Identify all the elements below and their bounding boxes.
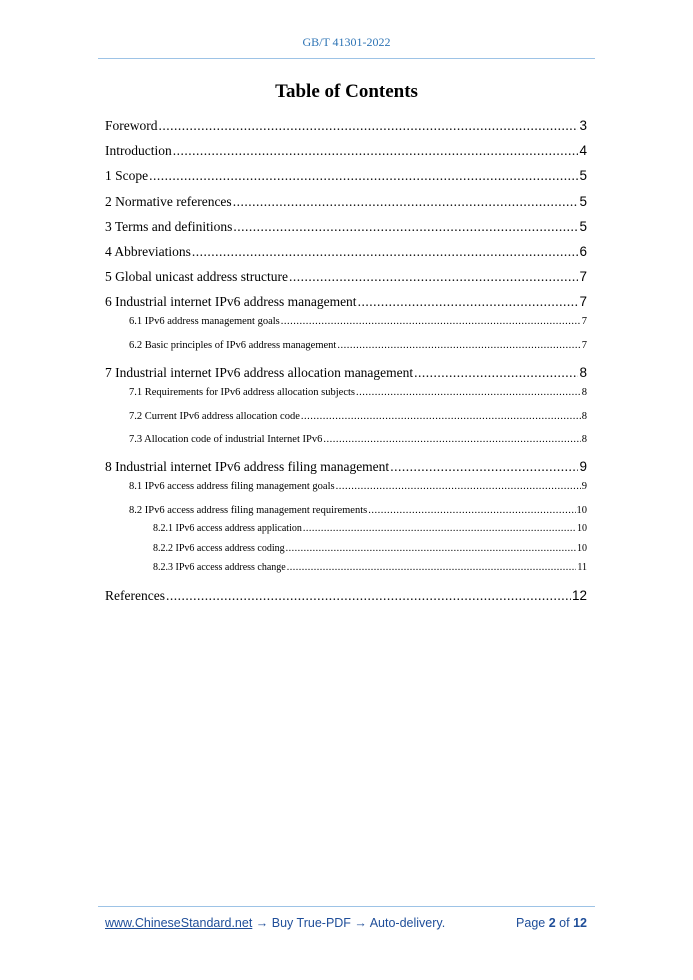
toc-entry-page: 10 <box>577 542 587 554</box>
toc-entry[interactable] <box>153 523 587 534</box>
toc-entry[interactable] <box>129 316 587 327</box>
page-counter <box>516 916 587 930</box>
dot-leader <box>358 294 579 310</box>
dot-leader <box>337 340 580 351</box>
toc-entry[interactable] <box>105 459 587 475</box>
toc-entry[interactable] <box>129 505 587 516</box>
dot-leader <box>149 168 578 184</box>
page-label: Page <box>516 916 546 930</box>
toc-entry[interactable] <box>129 387 587 398</box>
toc-entry-page: 7 <box>579 294 587 310</box>
dot-leader <box>233 194 579 210</box>
toc-entry-page: 11 <box>577 562 587 574</box>
dot-leader <box>192 244 579 260</box>
toc-entry-page: 6 <box>579 244 587 259</box>
toc-entry-page: 8 <box>581 387 587 399</box>
toc-entry-page: 9 <box>581 481 587 493</box>
toc-entry-page: 8 <box>581 434 587 446</box>
dot-leader <box>159 118 579 134</box>
toc-entry[interactable] <box>129 340 587 351</box>
dot-leader <box>166 588 571 604</box>
toc-entry[interactable] <box>105 588 587 604</box>
toc-entry-page: 5 <box>579 193 587 209</box>
dot-leader <box>336 481 581 492</box>
toc-entry-page: 8 <box>579 365 587 381</box>
toc-entry[interactable] <box>105 365 587 381</box>
toc-entry-label: 7.3 Allocation code of industrial Internet IPv6 <box>129 434 323 446</box>
toc-entry-label: Introduction <box>105 143 172 159</box>
toc-entry[interactable] <box>105 269 587 285</box>
dot-leader <box>390 459 578 475</box>
dot-leader <box>233 219 578 235</box>
toc-entry-label: 8.2.1 IPv6 access address application <box>153 523 302 535</box>
toc-entry-label: 1 Scope <box>105 168 149 184</box>
toc-entry[interactable] <box>105 244 587 260</box>
header-rule <box>98 58 595 59</box>
toc-entry[interactable] <box>105 118 587 134</box>
header-code: GB/T 41301-2022 <box>302 35 391 49</box>
site-link[interactable]: www.ChineseStandard.net <box>105 916 253 930</box>
footer-promo: → Buy True-PDF → Auto-delivery. <box>252 916 446 930</box>
toc-entry-label: 2 Normative references <box>105 193 232 209</box>
toc-entry-label: 7 Industrial internet IPv6 address allocation management <box>105 365 414 381</box>
dot-leader <box>286 543 576 554</box>
toc-entry-page: 10 <box>577 523 587 535</box>
toc-entry[interactable] <box>153 562 587 573</box>
toc-entry[interactable] <box>105 294 587 310</box>
page-of: of <box>559 916 570 930</box>
footer <box>105 916 587 930</box>
toc-entry-label: Foreword <box>105 118 158 133</box>
toc-entry-label: 8.2.3 IPv6 access address change <box>153 562 286 574</box>
toc-entry[interactable] <box>129 434 587 445</box>
page-total: 12 <box>573 916 587 930</box>
toc-entry-label: 7.2 Current IPv6 address allocation code <box>129 410 300 422</box>
toc-entry-page: 12 <box>571 587 587 603</box>
toc-entry-label: 6 Industrial internet IPv6 address management <box>105 294 357 310</box>
toc-entry[interactable] <box>153 543 587 554</box>
toc-entry-page: 5 <box>579 218 587 234</box>
dot-leader <box>368 505 575 516</box>
page-title: Table of Contents <box>275 81 418 102</box>
toc-entry[interactable] <box>129 411 587 422</box>
toc-entry[interactable] <box>129 481 587 492</box>
footer-rule <box>98 906 595 907</box>
dot-leader <box>287 562 577 573</box>
toc-entry-page: 7 <box>581 339 587 351</box>
toc-entry-page: 10 <box>576 504 587 516</box>
toc-entry-label: 6.2 Basic principles of IPv6 address management <box>129 339 337 351</box>
toc-entry-page: 3 <box>579 118 587 133</box>
toc-entry-page: 7 <box>581 316 587 328</box>
toc-entry-label: 4 Abbreviations <box>105 244 191 259</box>
dot-leader <box>173 143 579 159</box>
toc-entry-page: 4 <box>579 143 587 159</box>
dot-leader <box>281 316 581 327</box>
toc-entry-label: 6.1 IPv6 address management goals <box>129 316 280 328</box>
toc-entry-page: 8 <box>581 410 587 422</box>
dot-leader <box>356 387 581 398</box>
toc-entry-page: 5 <box>579 168 587 184</box>
toc-entry-page: 9 <box>579 459 587 475</box>
toc-entry-label: 8.2 IPv6 access address filing management requirements <box>129 504 368 516</box>
dot-leader <box>303 523 576 534</box>
toc-entry-label: 8.2.2 IPv6 access address coding <box>153 542 285 554</box>
toc-entry-label: 8.1 IPv6 access address filing management goals <box>129 481 335 493</box>
toc-entry-label: 5 Global unicast address structure <box>105 269 288 285</box>
dot-leader <box>323 434 580 445</box>
dot-leader <box>414 365 578 381</box>
toc-entry-label: 7.1 Requirements for IPv6 address allocation subjects <box>129 387 355 399</box>
toc-entry-label: 3 Terms and definitions <box>105 218 233 234</box>
toc-entry[interactable] <box>105 143 587 159</box>
toc-entry[interactable] <box>105 168 587 184</box>
toc-entry-label: References <box>105 587 165 603</box>
dot-leader <box>301 411 581 422</box>
page-current: 2 <box>548 916 556 930</box>
dot-leader <box>289 269 579 285</box>
toc-entry[interactable] <box>105 194 587 210</box>
toc-entry-label: 8 Industrial internet IPv6 address filing management <box>105 459 390 475</box>
toc-entry[interactable] <box>105 219 587 235</box>
toc-entry-page: 7 <box>579 269 587 285</box>
